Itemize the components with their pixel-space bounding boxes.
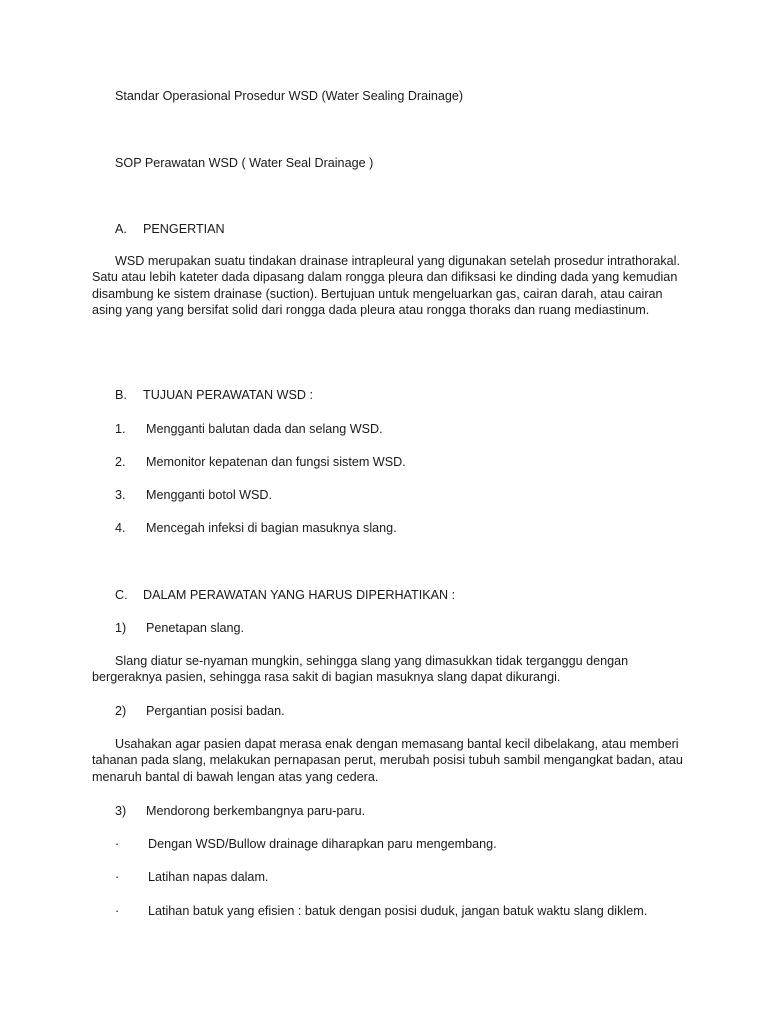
list-item-number: 2. bbox=[115, 455, 126, 469]
sub-item-heading: Mendorong berkembangnya paru-paru. bbox=[146, 804, 366, 818]
sub-item-paragraph: Usahakan agar pasien dapat merasa enak dengan memasang bantal kecil dibelakang, atau memberi tahanan pada slang, melakukan pernapasan perut, merubah posisi tubuh sambil mengangkat badan, atau menaruh bantal di bawah lengan atas yang cedera. bbox=[92, 737, 683, 784]
sub-item-heading: Penetapan slang. bbox=[146, 621, 245, 635]
section-c-heading: DALAM PERAWATAN YANG HARUS DIPERHATIKAN : bbox=[143, 588, 456, 602]
sub-item-paragraph: Slang diatur se-nyaman mungkin, sehingga slang yang dimasukkan tidak terganggu dengan bergeraknya pasien, sehingga rasa sakit di bagian masuknya slang dapat dikurangi. bbox=[92, 654, 629, 685]
list-item: Mencegah infeksi di bagian masuknya slang. bbox=[146, 521, 397, 535]
section-a-heading: PENGERTIAN bbox=[143, 222, 225, 236]
bullet-item: Latihan napas dalam. bbox=[148, 870, 269, 884]
bullet-item: Latihan batuk yang efisien : batuk dengan posisi duduk, jangan batuk waktu slang diklem. bbox=[148, 904, 648, 918]
bullet-item: Dengan WSD/Bullow drainage diharapkan paru mengembang. bbox=[148, 837, 497, 851]
sub-item-number: 1) bbox=[115, 621, 127, 635]
list-item-number: 4. bbox=[115, 521, 126, 535]
bullet-mark: · bbox=[115, 837, 120, 851]
list-item-number: 1. bbox=[115, 422, 126, 436]
section-a-letter: A. bbox=[115, 222, 127, 236]
section-b-letter: B. bbox=[115, 388, 127, 402]
bullet-mark: · bbox=[115, 870, 120, 884]
sub-item-number: 2) bbox=[115, 704, 127, 718]
document-subtitle: SOP Perawatan WSD ( Water Seal Drainage ) bbox=[115, 156, 374, 170]
list-item: Mengganti botol WSD. bbox=[146, 488, 272, 502]
sub-item-number: 3) bbox=[115, 804, 127, 818]
document-title: Standar Operasional Prosedur WSD (Water Sealing Drainage) bbox=[115, 89, 464, 103]
section-a-paragraph: WSD merupakan suatu tindakan drainase intrapleural yang digunakan setelah prosedur intrathorakal. Satu atau lebih kateter dada dipasang dalam rongga pleura dan difiksasi ke dinding dada yang kemudian disambung ke sistem drainase (suction). Bertujuan untuk mengeluarkan gas, cairan darah, atau cairan asing yang yang bersifat solid dari rongga dada pleura atau rongga thoraks dan ruang mediastinum. bbox=[92, 254, 680, 318]
section-b-heading: TUJUAN PERAWATAN WSD : bbox=[143, 388, 314, 402]
list-item: Mengganti balutan dada dan selang WSD. bbox=[146, 422, 383, 436]
bullet-mark: · bbox=[115, 904, 120, 918]
list-item: Memonitor kepatenan dan fungsi sistem WSD. bbox=[146, 455, 406, 469]
list-item-number: 3. bbox=[115, 488, 126, 502]
sub-item-heading: Pergantian posisi badan. bbox=[146, 704, 285, 718]
section-c-letter: C. bbox=[115, 588, 128, 602]
